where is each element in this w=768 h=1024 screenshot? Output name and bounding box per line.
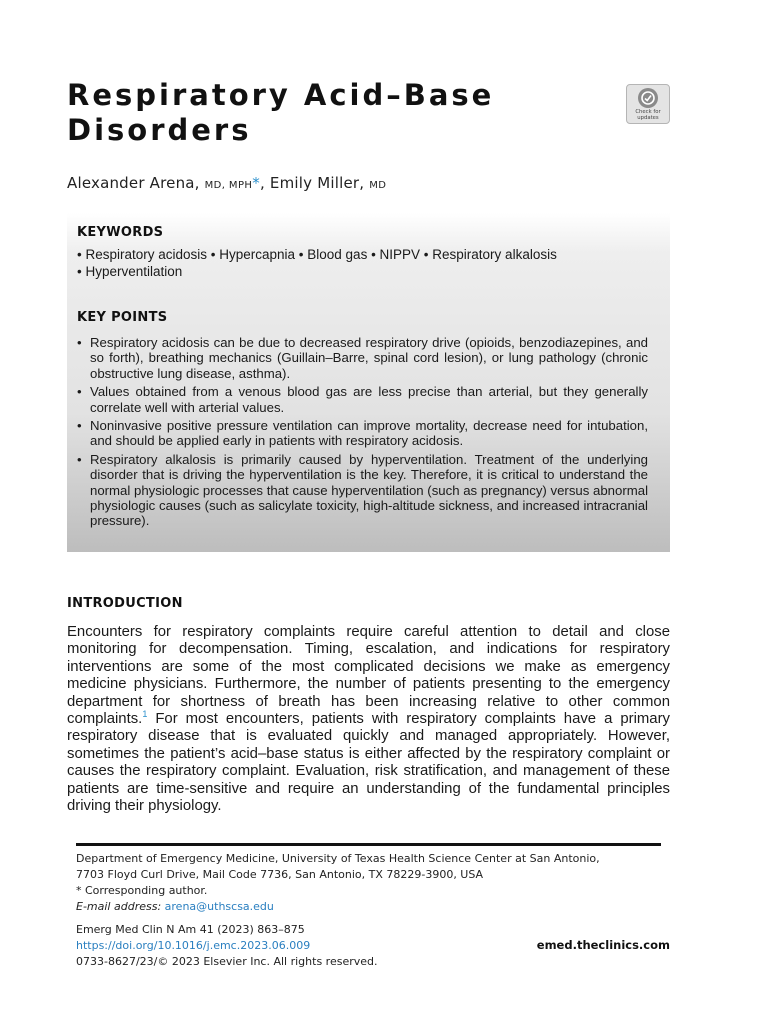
footer-affiliation: [76, 851, 676, 915]
key-point-item: • Noninvasive positive pressure ventilation can improve mortality, decrease need for intubation, and should be applied early in patients with respiratory acidosis.: [77, 418, 648, 449]
bullet-icon: •: [77, 384, 82, 400]
bullet-icon: •: [77, 451, 82, 467]
bullet-icon: •: [77, 335, 82, 350]
introduction-heading: INTRODUCTION: [67, 596, 183, 611]
affiliation-line-2: 7703 Floyd Curl Drive, Mail Code 7736, San Antonio, TX 78229-3900, USA: [76, 868, 484, 881]
key-point-item: • Respiratory alkalosis is primarily caused by hyperventilation. Treatment of the underlying disorder that is driving the hyperventilation is the key. Therefore, it is critical to understand the normal physiologic processes that cause hyperventilation (such as pregnancy) versus abnormal physiologic causes (such as salicylate toxicity, high-altitude sickness, and increased intracranial pressure).: [77, 451, 648, 529]
keywords-heading: KEYWORDS: [77, 225, 164, 240]
introduction-paragraph: Encounters for respiratory complaints require careful attention to detail and close monitoring for decompensation. Timing, escalation, and indications for respiratory interventions are some of the most complicated decisions we make as emergency medicine physicians. Furthermore, the number of patients presenting to the emergency department for shortness of breath has been increasing relative to other common complaints.$^1$ For most encounters, patients with respiratory complaints have a primary respiratory disease that is evaluated quickly and managed appropriately. However, sometimes the patient’s acid–base status is either affected by the respiratory complaint or causes the respiratory complaint. Evaluation, risk stratification, and management of these patients are time-sensitive and require an understanding of the fundamental principles driving their physiology.: [67, 624, 670, 815]
journal-website-link[interactable]: emed.theclinics.com: [536, 938, 670, 952]
crossmark-icon: [638, 88, 658, 108]
author-2-credentials: MD: [369, 180, 387, 191]
key-points-list: [77, 335, 648, 532]
journal-citation: Emerg Med Clin N Am 41 (2023) 863–875: [76, 923, 305, 936]
email-line: [76, 899, 676, 915]
author-2-name: , Emily Miller,: [260, 174, 365, 192]
footer-divider: [76, 843, 661, 846]
author-line: [67, 174, 386, 192]
keywords-line-2: • Hyperventilation: [77, 264, 183, 279]
corresponding-author-note: * Corresponding author.: [76, 884, 208, 897]
crossmark-label: Check for updates: [635, 109, 661, 121]
copyright-line: 0733-8627/23/© 2023 Elsevier Inc. All rights reserved.: [76, 955, 378, 968]
title-line-2: Disorders: [67, 113, 252, 147]
reference-link[interactable]: 1: [142, 709, 148, 720]
author-1-name: Alexander Arena,: [67, 174, 200, 192]
key-point-item: • Values obtained from a venous blood gas are less precise than arterial, but they generally correlate well with arterial values.: [77, 384, 648, 415]
article-title: [67, 78, 587, 148]
keywords-keypoints-box: [67, 213, 670, 552]
email-label: E-mail address:: [76, 900, 162, 913]
email-link[interactable]: arena@uthscsa.edu: [164, 900, 274, 913]
author-1-credentials: MD, MPH: [204, 180, 253, 191]
key-points-heading: KEY POINTS: [77, 310, 168, 325]
doi-link[interactable]: https://doi.org/10.1016/j.emc.2023.06.009: [76, 939, 311, 952]
title-line-1: Respiratory Acid–Base: [67, 78, 495, 112]
corresponding-author-marker[interactable]: *: [252, 174, 260, 192]
check-for-updates-button[interactable]: [626, 84, 670, 124]
affiliation-line-1: Department of Emergency Medicine, University of Texas Health Science Center at San Antonio,: [76, 852, 600, 865]
bullet-icon: •: [77, 418, 82, 434]
keywords-line-1: • Respiratory acidosis • Hypercapnia • Blood gas • NIPPV • Respiratory alkalosis: [77, 247, 557, 262]
key-point-item: • Respiratory acidosis can be due to decreased respiratory drive (opioids, benzodiazepines, and so forth), breathing mechanics (Guillain–Barre, spinal cord lesion), or lung pathology (chronic obstructive lung disease, asthma).: [77, 335, 648, 381]
